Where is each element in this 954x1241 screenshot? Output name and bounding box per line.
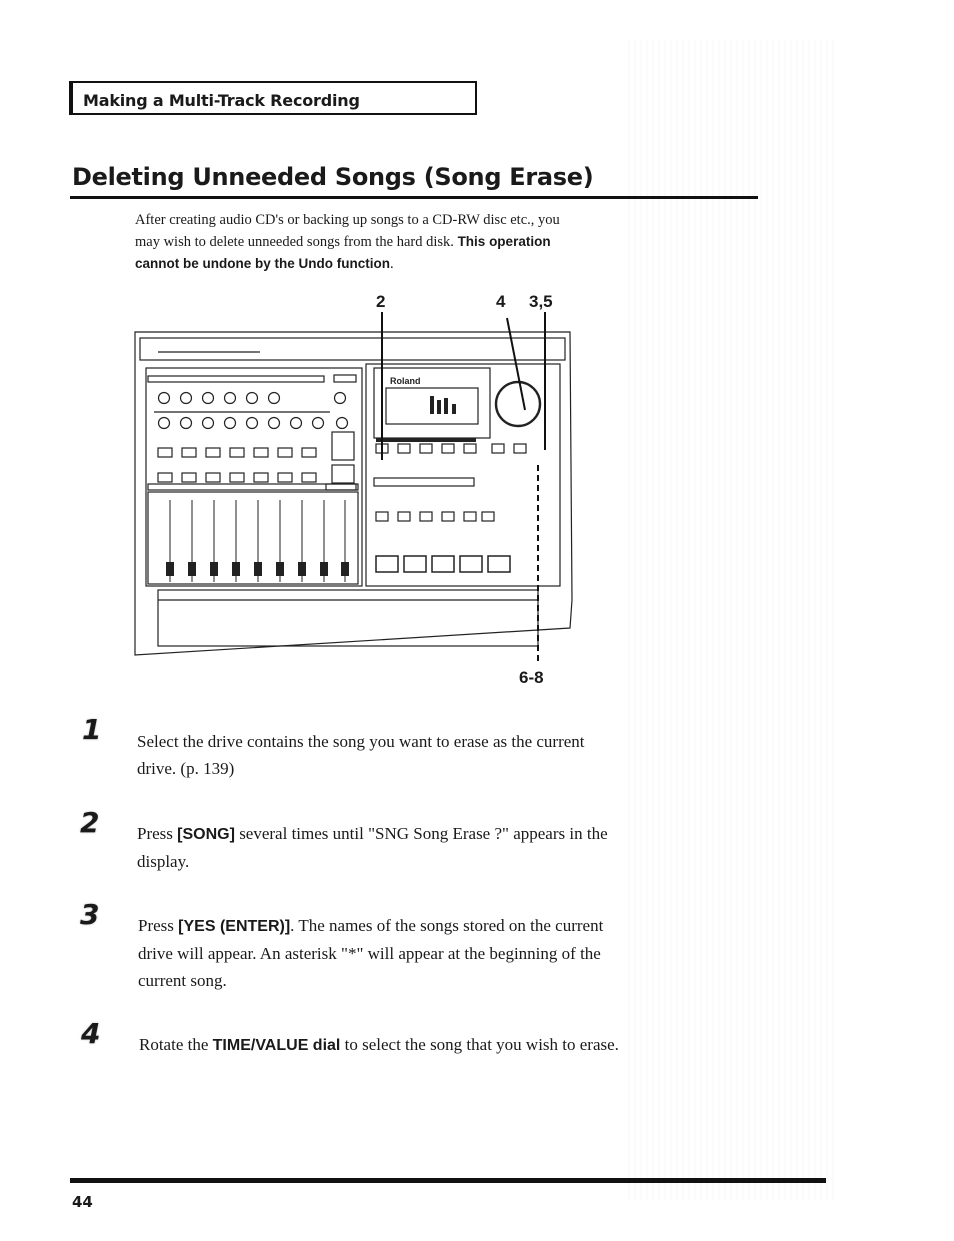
step-3-text bbox=[138, 912, 618, 994]
scan-edge-texture bbox=[628, 40, 838, 1200]
intro-line-1: After creating audio CD's or backing up songs to a CD-RW disc etc., you bbox=[135, 212, 560, 228]
device-brand-label: Roland bbox=[390, 376, 421, 386]
callout-2: 2 bbox=[376, 292, 386, 311]
section-header-box bbox=[69, 81, 477, 115]
step-2-pre: Press bbox=[137, 824, 178, 843]
section-label: Making a Multi-Track Recording bbox=[83, 91, 360, 110]
song-button-ref: [SONG] bbox=[177, 826, 235, 843]
step-2-post: several times until "SNG Song Erase ?" appears in the display. bbox=[137, 824, 608, 871]
step-2-number: 2 bbox=[80, 806, 100, 839]
step-3-number: 3 bbox=[80, 898, 100, 931]
time-value-dial-ref: TIME/VALUE dial bbox=[212, 1037, 341, 1054]
step-4-post: to select the song that you wish to erase. bbox=[340, 1035, 619, 1054]
callout-3-5: 3,5 bbox=[529, 292, 553, 311]
step-3-post: . The names of the songs stored on the current drive will appear. An asterisk "*" will appear at the beginning of the current song. bbox=[138, 916, 604, 990]
intro-paragraph bbox=[135, 209, 615, 275]
step-4-number: 4 bbox=[81, 1017, 101, 1050]
device-illustration bbox=[130, 300, 580, 665]
title-rule bbox=[70, 196, 758, 199]
footer-rule bbox=[70, 1178, 826, 1183]
page-title: Deleting Unneeded Songs (Song Erase) bbox=[72, 163, 594, 191]
step-2-text bbox=[137, 820, 617, 875]
callout-4: 4 bbox=[496, 292, 506, 311]
yes-enter-button-ref: [YES (ENTER)] bbox=[178, 918, 291, 935]
intro-warning-b: cannot be undone by the Undo function bbox=[135, 256, 390, 271]
step-1-body: Select the drive contains the song you want to erase as the current drive. (p. 139) bbox=[137, 732, 585, 778]
intro-warning-a: This operation bbox=[457, 234, 551, 249]
callout-6-8: 6-8 bbox=[519, 668, 544, 687]
step-4-pre: Rotate the bbox=[139, 1035, 213, 1054]
step-1-number: 1 bbox=[82, 713, 102, 746]
intro-period: . bbox=[389, 256, 394, 272]
intro-line-2: may wish to delete unneeded songs from the hard disk. bbox=[135, 234, 454, 250]
step-4-text bbox=[139, 1031, 619, 1059]
page-number: 44 bbox=[72, 1193, 93, 1211]
step-1-text bbox=[137, 728, 617, 782]
step-3-pre: Press bbox=[138, 916, 179, 935]
